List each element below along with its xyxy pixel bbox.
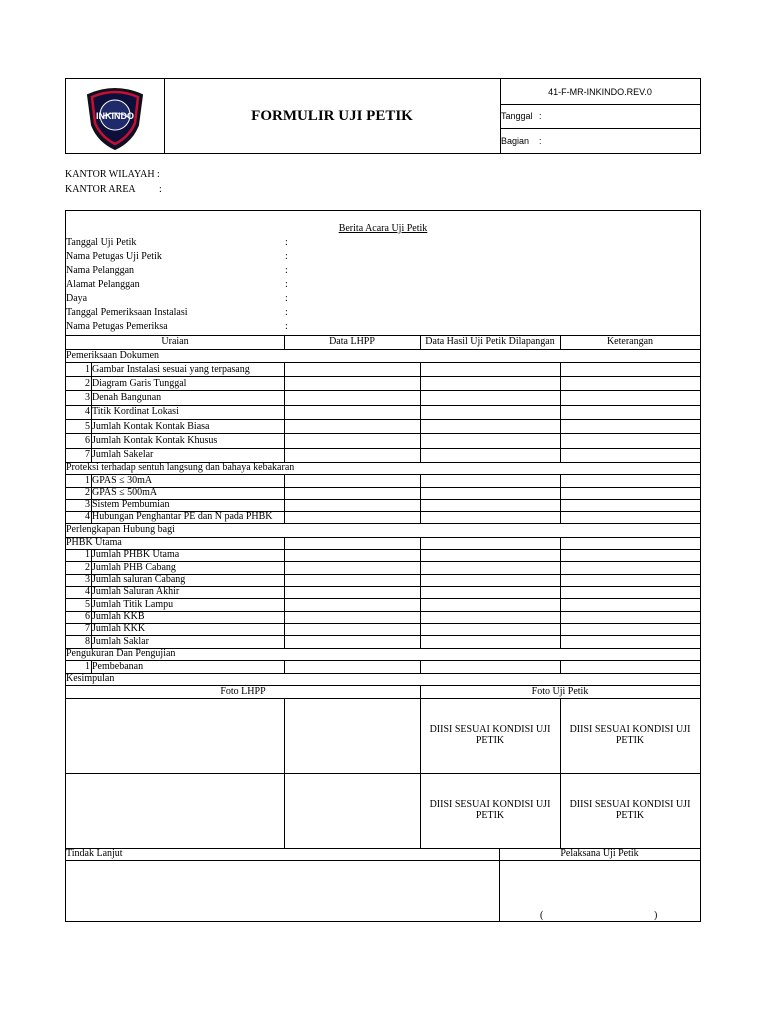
row-number: 6: [85, 435, 90, 446]
row-divider: [66, 673, 700, 674]
col-divider: [420, 362, 421, 462]
section-phbk-utama: PHBK Utama: [66, 537, 122, 548]
photo-placeholder: DIISI SESUAI KONDISI UJI PETIK: [429, 799, 551, 821]
bagian-label: Bagian: [501, 135, 530, 146]
row-number: 3: [85, 392, 90, 403]
form-header: [65, 78, 701, 154]
field-colon: :: [285, 307, 288, 318]
header-data-hasil: Data Hasil Uji Petik Dilapangan: [425, 336, 555, 347]
form-title: FORMULIR UJI PETIK: [164, 79, 501, 153]
bagian-row: [500, 128, 700, 153]
foto-uji-petik-label: Foto Uji Petik: [531, 686, 589, 697]
col-divider: [420, 660, 421, 673]
field-tanggal-uji-petik: Tanggal Uji Petik: [66, 237, 137, 248]
row-label: Denah Bangunan: [92, 392, 162, 403]
col-divider: [284, 362, 285, 462]
berita-acara-form: [65, 210, 701, 922]
row-number: 5: [85, 421, 90, 432]
row-label: Jumlah Kontak Kontak Biasa: [92, 421, 210, 432]
row-number: 7: [85, 623, 90, 634]
section-proteksi: Proteksi terhadap sentuh langsung dan bahaya kebakaran: [66, 462, 295, 473]
row-number: 2: [85, 562, 90, 573]
document-code: 41-F-MR-INKINDO.REV.0: [500, 79, 700, 105]
field-colon: :: [285, 251, 288, 262]
field-nama-pelanggan: Nama Pelanggan: [66, 265, 135, 276]
field-daya: Daya: [66, 293, 88, 304]
row-label: Jumlah Saluran Akhir: [92, 586, 180, 597]
col-divider: [420, 549, 421, 648]
row-label: Jumlah PHBK Utama: [92, 549, 180, 560]
pelaksana-label: Pelaksana Uji Petik: [560, 848, 639, 859]
col-divider: [284, 660, 285, 673]
kantor-area-colon: :: [159, 184, 162, 195]
row-divider: [66, 635, 700, 636]
row-number: 4: [85, 511, 90, 522]
row-number: 8: [85, 636, 90, 647]
row-label: Jumlah Kontak Kontak Khusus: [92, 435, 218, 446]
signature-paren-close: ): [654, 910, 658, 921]
signature-paren-open: (: [540, 910, 544, 921]
row-number: 1: [85, 661, 90, 672]
row-label: Hubungan Penghantar PE dan N pada PHBK: [92, 511, 273, 522]
svg-text:INKINDO: INKINDO: [96, 111, 134, 121]
tanggal-label: Tanggal: [501, 111, 533, 121]
row-number: 4: [85, 586, 90, 597]
row-label: Jumlah Sakelar: [92, 449, 154, 460]
row-divider: [66, 474, 700, 475]
tindak-lanjut-label: Tindak Lanjut: [66, 848, 123, 859]
row-label: Jumlah KKB: [92, 611, 145, 622]
row-divider: [66, 390, 700, 391]
row-number: 4: [85, 406, 90, 417]
row-label: Jumlah KKK: [92, 623, 146, 634]
field-colon: :: [285, 293, 288, 304]
row-label: GPAS ≤ 500mA: [92, 487, 158, 498]
row-label: GPAS ≤ 30mA: [92, 475, 153, 486]
kantor-area-label: KANTOR AREA: [65, 184, 136, 195]
section-pemeriksaan-dokumen: Pemeriksaan Dokumen: [66, 350, 160, 361]
row-label: Jumlah Saklar: [92, 636, 149, 647]
col-divider: [284, 474, 285, 523]
field-colon: :: [285, 279, 288, 290]
field-colon: :: [285, 265, 288, 276]
row-divider: [66, 611, 700, 612]
col-divider: [560, 549, 561, 648]
col-divider: [420, 537, 421, 549]
header-data-lhpp: Data LHPP: [329, 336, 375, 347]
col-divider: [284, 537, 285, 549]
row-number: 2: [85, 378, 90, 389]
row-label: Jumlah Titik Lampu: [92, 599, 174, 610]
col-divider: [420, 474, 421, 523]
row-number: 3: [85, 574, 90, 585]
berita-acara-title: Berita Acara Uji Petik: [338, 223, 428, 234]
field-colon: :: [285, 237, 288, 248]
field-nama-petugas: Nama Petugas Uji Petik: [66, 251, 162, 262]
row-divider: [66, 487, 700, 488]
row-label: Jumlah PHB Cabang: [92, 562, 176, 573]
kantor-wilayah-label: KANTOR WILAYAH :: [65, 169, 160, 180]
foto-lhpp-label: Foto LHPP: [220, 686, 266, 697]
row-label: Gambar Instalasi sesuai yang terpasang: [92, 364, 250, 375]
row-divider: [66, 623, 700, 624]
row-divider: [66, 773, 700, 774]
row-number: 1: [85, 549, 90, 560]
field-colon: :: [285, 321, 288, 332]
section-perlengkapan: Perlengkapan Hubung bagi: [66, 524, 175, 535]
col-divider: [560, 362, 561, 462]
row-label: Diagram Garis Tunggal: [92, 378, 187, 389]
row-divider: [66, 448, 700, 449]
row-divider: [66, 433, 700, 434]
tanggal-colon: :: [539, 111, 542, 121]
row-number: 2: [85, 487, 90, 498]
col-divider: [560, 698, 561, 848]
field-tanggal-pemeriksaan: Tanggal Pemeriksaan Instalasi: [66, 307, 188, 318]
row-divider: [66, 362, 700, 363]
row-label: Pembebanan: [92, 661, 144, 672]
row-divider: [66, 349, 700, 350]
photo-placeholder: DIISI SESUAI KONDISI UJI PETIK: [569, 799, 691, 821]
field-alamat-pelanggan: Alamat Pelanggan: [66, 279, 140, 290]
row-divider: [66, 537, 700, 538]
row-divider: [66, 860, 700, 861]
inkindo-logo: [66, 79, 164, 153]
row-divider: [66, 660, 700, 661]
row-label: Titik Kordinat Lokasi: [92, 406, 179, 417]
row-number: 1: [85, 475, 90, 486]
row-number: 6: [85, 611, 90, 622]
photo-placeholder: DIISI SESUAI KONDISI UJI PETIK: [569, 724, 691, 746]
tanggal-row: [500, 104, 700, 129]
photo-placeholder: DIISI SESUAI KONDISI UJI PETIK: [429, 724, 551, 746]
field-nama-petugas-pemeriksa: Nama Petugas Pemeriksa: [66, 321, 168, 332]
col-divider: [560, 660, 561, 673]
bagian-colon: :: [539, 135, 542, 146]
col-divider: [420, 698, 421, 848]
header-keterangan: Keterangan: [606, 336, 654, 347]
row-number: 5: [85, 599, 90, 610]
kesimpulan-label: Kesimpulan: [66, 673, 115, 684]
row-divider: [66, 419, 700, 420]
col-divider: [284, 698, 285, 848]
header-uraian: Uraian: [161, 336, 189, 347]
col-divider: [560, 537, 561, 549]
row-divider: [66, 698, 700, 699]
col-divider: [284, 549, 285, 648]
row-label: Sistem Pembumian: [92, 499, 170, 510]
row-number: 7: [85, 449, 90, 460]
row-number: 1: [85, 364, 90, 375]
section-pengukuran: Pengukuran Dan Pengujian: [66, 648, 176, 659]
logo-cell: [66, 79, 165, 153]
col-divider: [560, 474, 561, 523]
row-number: 3: [85, 499, 90, 510]
row-label: Jumlah saluran Cabang: [92, 574, 186, 585]
row-divider: [66, 376, 700, 377]
